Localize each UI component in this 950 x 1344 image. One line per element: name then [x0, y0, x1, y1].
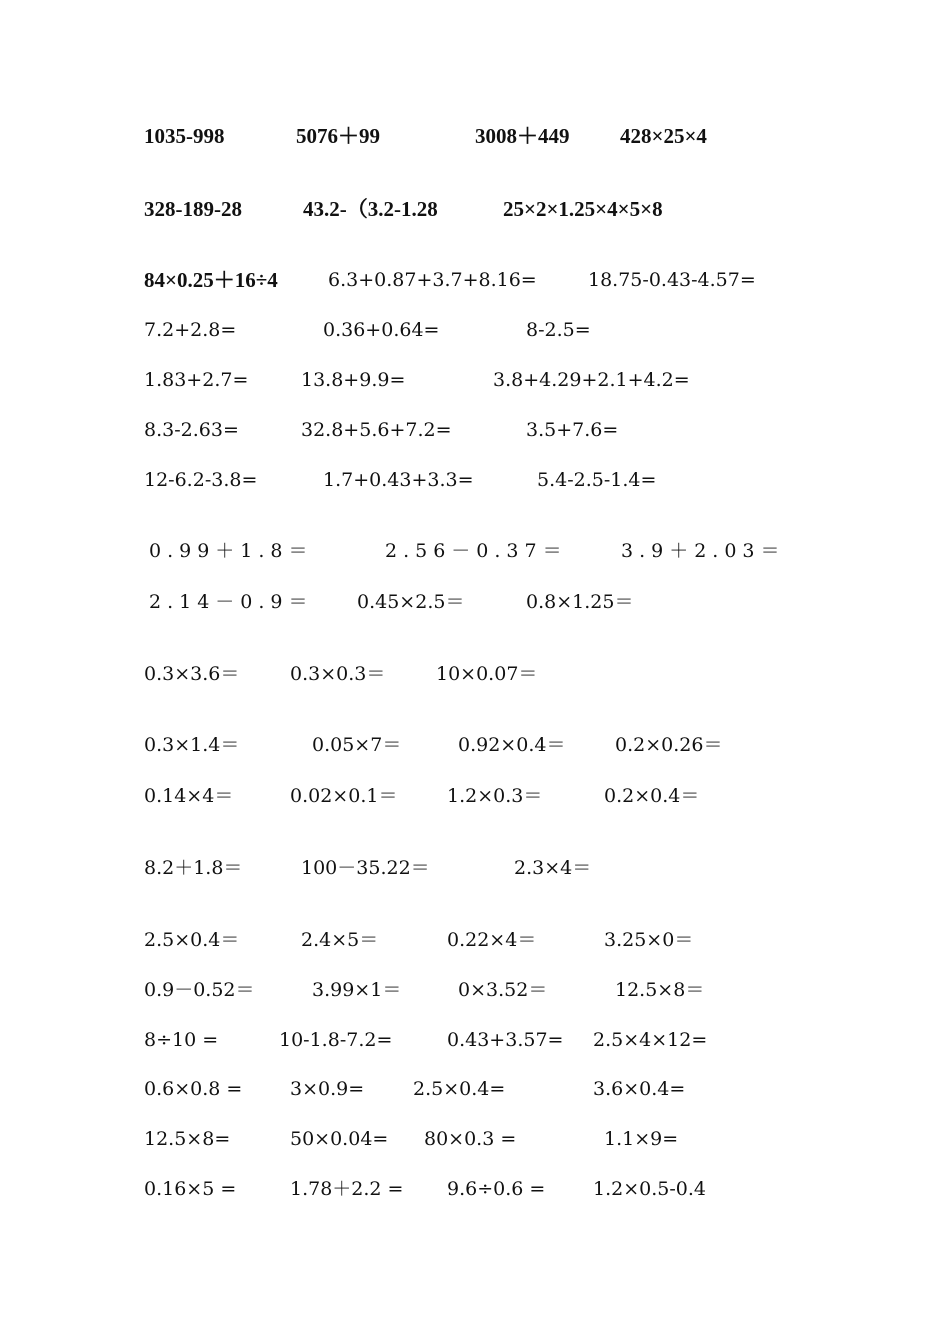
- problem: 100－35.22＝: [301, 857, 430, 879]
- problem: 0.22×4＝: [447, 929, 537, 951]
- problem: 0.16×5 =: [144, 1178, 237, 1200]
- problem: 12.5×8=: [144, 1128, 231, 1150]
- problem: 0×3.52＝: [458, 979, 548, 1001]
- problem: 1.1×9=: [604, 1128, 679, 1150]
- problem: 12.5×8＝: [615, 979, 705, 1001]
- problem: 0.3×3.6＝: [144, 663, 240, 685]
- problem: 8-2.5=: [526, 319, 591, 341]
- problem: 32.8+5.6+7.2=: [301, 419, 452, 441]
- problem: 3.25×0＝: [604, 929, 694, 951]
- problem: 80×0.3 =: [424, 1128, 517, 1150]
- problem-row: [0, 313, 950, 347]
- problem-row: [0, 192, 950, 226]
- problem: 50×0.04=: [290, 1128, 389, 1150]
- problem: 3×0.9=: [290, 1078, 365, 1100]
- problem: 10×0.07＝: [436, 663, 538, 685]
- problem: 0.9－0.52＝: [144, 979, 255, 1001]
- problem: 0.36+0.64=: [323, 319, 440, 341]
- problem: 9.6÷0.6 =: [447, 1178, 546, 1200]
- problem: 0.92×0.4＝: [458, 734, 566, 756]
- problem-row: [0, 119, 950, 153]
- problem-row: [0, 534, 950, 568]
- problem-row: [0, 413, 950, 447]
- problem: 0.43+3.57=: [447, 1029, 564, 1051]
- problem: 3.6×0.4=: [593, 1078, 686, 1100]
- problem: 10-1.8-7.2=: [279, 1029, 393, 1051]
- problem: 2.5×0.4＝: [144, 929, 240, 951]
- problem: 5076＋99: [296, 124, 380, 148]
- problem: 2.56－0.37＝: [385, 540, 568, 562]
- problem: 1035-998: [144, 124, 225, 148]
- problem: 0.3×1.4＝: [144, 734, 240, 756]
- problem-row: [0, 657, 950, 691]
- problem: 2.5×0.4=: [413, 1078, 506, 1100]
- problem-row: [0, 923, 950, 957]
- problem: 8÷10 =: [144, 1029, 219, 1051]
- problem-row: [0, 1172, 950, 1206]
- problem: 0.2×0.26＝: [615, 734, 723, 756]
- problem: 3.5+7.6=: [526, 419, 619, 441]
- problem-row: [0, 728, 950, 762]
- problem-row: [0, 1023, 950, 1057]
- problem-row: [0, 1072, 950, 1106]
- problem: 0.8×1.25＝: [526, 591, 634, 613]
- problem: 2.14－0.9＝: [149, 591, 314, 613]
- problem: 8.2＋1.8＝: [144, 857, 243, 879]
- problem: 0.3×0.3＝: [290, 663, 386, 685]
- problem-row: [0, 585, 950, 619]
- problem: 0.2×0.4＝: [604, 785, 700, 807]
- problem: 13.8+9.9=: [301, 369, 406, 391]
- problem-row: [0, 363, 950, 397]
- problem-row: [0, 851, 950, 885]
- problem: 428×25×4: [620, 124, 707, 148]
- problem-row: [0, 779, 950, 813]
- problem: 2.3×4＝: [514, 857, 592, 879]
- problem: 43.2-（3.2-1.28: [303, 197, 438, 221]
- problem: 1.78＋2.2 =: [290, 1178, 404, 1200]
- problem: 0.99＋1.8＝: [149, 540, 314, 562]
- problem: 25×2×1.25×4×5×8: [503, 197, 663, 221]
- problem-row: [0, 973, 950, 1007]
- problem: 2.4×5＝: [301, 929, 379, 951]
- problem: 1.7+0.43+3.3=: [323, 469, 474, 491]
- problem: 18.75-0.43-4.57=: [588, 269, 756, 291]
- problem: 5.4-2.5-1.4=: [537, 469, 657, 491]
- problem: 3.99×1＝: [312, 979, 402, 1001]
- problem: 3.8+4.29+2.1+4.2=: [493, 369, 690, 391]
- problem: 0.14×4＝: [144, 785, 234, 807]
- problem: 2.5×4×12=: [593, 1029, 708, 1051]
- problem: 6.3+0.87+3.7+8.16=: [328, 269, 537, 291]
- problem: 12-6.2-3.8=: [144, 469, 258, 491]
- problem: 0.45×2.5＝: [357, 591, 465, 613]
- problem-row: [0, 463, 950, 497]
- problem: 3.9＋2.03＝: [621, 540, 786, 562]
- problem: 0.02×0.1＝: [290, 785, 398, 807]
- problem: 328-189-28: [144, 197, 242, 221]
- problem: 3008＋449: [475, 124, 570, 148]
- problem: 8.3-2.63=: [144, 419, 239, 441]
- problem: 1.83+2.7=: [144, 369, 249, 391]
- problem: 0.05×7＝: [312, 734, 402, 756]
- problem-row: [0, 1122, 950, 1156]
- problem: 7.2+2.8=: [144, 319, 237, 341]
- problem: 84×0.25＋16÷4: [144, 268, 278, 292]
- problem: 1.2×0.5-0.4: [593, 1178, 706, 1200]
- problem: 0.6×0.8 =: [144, 1078, 243, 1100]
- problem: 1.2×0.3＝: [447, 785, 543, 807]
- problem-row: [0, 263, 950, 297]
